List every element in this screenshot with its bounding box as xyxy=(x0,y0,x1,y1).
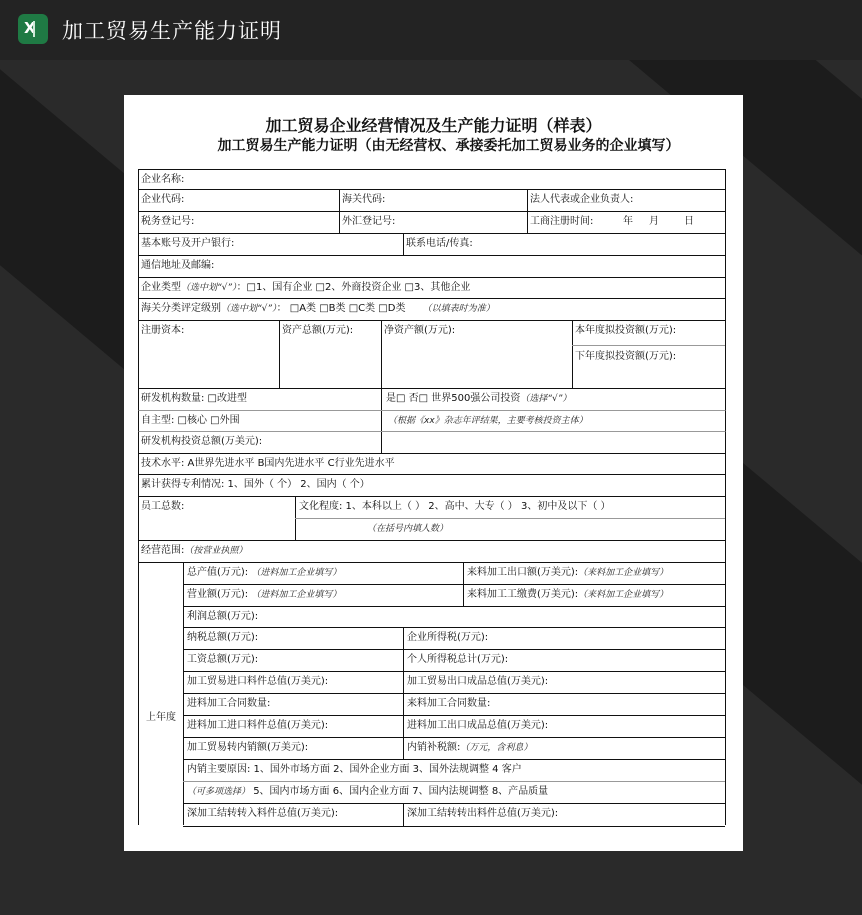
form-row xyxy=(138,411,726,432)
divider xyxy=(295,518,725,519)
day-label: 日 xyxy=(684,216,694,227)
scope-line xyxy=(139,541,247,562)
form-grid xyxy=(138,169,726,825)
patents-label: 累计获得专利情况: 1、国外（ 个） 2、国内（ 个） xyxy=(141,479,370,490)
form-row xyxy=(138,256,726,278)
total-output-line xyxy=(185,563,341,584)
form-row xyxy=(183,716,725,738)
divider xyxy=(381,411,382,431)
total-output-note: （进料加工企业填写） xyxy=(251,568,342,578)
self-owned-label: 自主型: □核心 □外围 xyxy=(141,415,240,426)
form-row xyxy=(138,321,726,389)
domestic-reason-note: （可多项选择） xyxy=(187,787,251,797)
domestic-reason-2-line xyxy=(185,782,548,803)
tech-level-label: 技术水平: A世界先进水平 B国内先进水平 C行业先进水平 xyxy=(141,458,395,469)
last-year-label: 上年度 xyxy=(146,712,176,723)
legal-rep-label: 法人代表或企业负责人: xyxy=(530,194,634,205)
form-row xyxy=(138,212,726,234)
title-bar xyxy=(0,0,862,60)
profit-label: 利润总额(万元): xyxy=(187,611,259,622)
material-contract-count-label: 来料加工合同数量: xyxy=(407,698,491,709)
domestic-tax-note: （万元，含利息） xyxy=(460,743,533,753)
form-row xyxy=(183,782,725,804)
customs-class-line xyxy=(139,299,495,320)
revenue-note: （进料加工企业填写） xyxy=(251,590,342,600)
form-row xyxy=(138,475,726,497)
biz-reg-time-label: 工商注册时间: xyxy=(530,216,594,227)
export-product-label: 加工贸易出口成品总值(万美元): xyxy=(407,676,549,687)
education-note: （在括号内填人数） xyxy=(367,524,449,534)
personal-income-tax-label: 个人所得税总计(万元): xyxy=(407,654,509,665)
wage-total-label: 工资总额(万元): xyxy=(187,654,259,665)
divider xyxy=(403,694,404,715)
divider xyxy=(572,345,725,346)
import-material-label: 加工贸易进口料件总值(万美元): xyxy=(187,676,329,687)
customs-class-options: ： □A类 □B类 □C类 □D类 xyxy=(276,303,406,314)
form-row xyxy=(138,389,726,411)
domestic-reason-2-label: 5、国内市场方面 6、国内企业方面 7、国内法规调整 8、产品质量 xyxy=(250,786,549,797)
domestic-tax-label: 内销补税额: xyxy=(407,742,461,753)
employees-label: 员工总数: xyxy=(141,501,185,512)
divider xyxy=(403,672,404,693)
total-assets-label: 资产总额(万元): xyxy=(282,325,354,336)
form-row xyxy=(138,190,726,212)
divider xyxy=(381,432,382,453)
top500-note: （根据《xx》杂志年评结果，主要考核投资主体） xyxy=(388,416,588,426)
divider xyxy=(381,389,382,410)
tax-reg-label: 税务登记号: xyxy=(141,216,195,227)
top500-line xyxy=(384,389,571,410)
last-year-block xyxy=(138,563,726,825)
domestic-tax-line xyxy=(405,738,532,759)
form-row xyxy=(138,278,726,299)
forex-reg-label: 外汇登记号: xyxy=(342,216,396,227)
divider xyxy=(403,650,404,671)
top500-hint: （选择“√”） xyxy=(520,394,572,404)
scope-label: 经营范围: xyxy=(141,545,185,556)
form-row xyxy=(183,585,725,607)
invest-next-year-label: 下年度拟投资额(万元): xyxy=(575,351,677,362)
processing-fee-note: （来料加工企业填写） xyxy=(578,590,669,600)
month-label: 月 xyxy=(649,216,659,227)
year-label: 年 xyxy=(623,216,633,227)
excel-icon: X xyxy=(18,14,48,44)
form-title: 加工贸易企业经营情况及生产能力证明（样表） xyxy=(265,116,602,135)
scope-note: （按营业执照） xyxy=(184,546,248,556)
company-type-line xyxy=(139,278,470,298)
form-row xyxy=(183,738,725,760)
form-row xyxy=(183,694,725,716)
deep-in-label: 深加工结转转入料件总值(万美元): xyxy=(187,808,339,819)
invest-this-year-label: 本年度拟投资额(万元): xyxy=(575,325,677,336)
company-type-label: 企业类型 xyxy=(141,282,181,293)
company-code-label: 企业代码: xyxy=(141,194,185,205)
form-row xyxy=(138,234,726,256)
domestic-sales-label: 加工贸易转内销额(万美元): xyxy=(187,742,309,753)
form-row xyxy=(138,169,726,190)
form-subtitle: 加工贸易生产能力证明（由无经营权、承接委托加工贸易业务的企业填写） xyxy=(217,138,680,154)
customs-code-label: 海关代码: xyxy=(342,194,386,205)
divider xyxy=(403,628,404,649)
phone-fax-label: 联系电话/传真: xyxy=(406,238,473,249)
export-product-value-label: 进料加工出口成品总值(万美元): xyxy=(407,720,549,731)
form-row xyxy=(183,650,725,672)
processing-export-line xyxy=(465,563,668,584)
domestic-reason-label: 内销主要原因: 1、国外市场方面 2、国外企业方面 3、国外法规调整 4 客户 xyxy=(187,764,522,775)
top500-label: 是□ 否□ 世界500强公司投资 xyxy=(386,393,521,404)
divider xyxy=(403,738,404,759)
address-label: 通信地址及邮编: xyxy=(141,260,215,271)
total-output-label: 总产值(万元): xyxy=(187,567,249,578)
company-name-label: 企业名称: xyxy=(141,174,185,185)
customs-class-label: 海关分类评定级别 xyxy=(141,303,221,314)
tax-total-label: 纳税总额(万元): xyxy=(187,632,259,643)
revenue-label: 营业额(万元): xyxy=(187,589,249,600)
divider xyxy=(403,804,404,826)
customs-class-note: （以填表时为准） xyxy=(422,304,495,314)
divider xyxy=(463,585,464,606)
form-row xyxy=(183,804,725,827)
app-title: 加工贸易生产能力证明 xyxy=(62,19,282,43)
revenue-line xyxy=(185,585,341,606)
divider xyxy=(463,563,464,584)
form-row xyxy=(183,607,725,628)
form-row xyxy=(183,628,725,650)
form-row xyxy=(138,541,726,563)
rd-count-label: 研发机构数量: □改进型 xyxy=(141,393,247,404)
customs-class-hint: （选中划“√”） xyxy=(221,304,277,314)
form-row xyxy=(183,563,725,585)
form-row xyxy=(183,672,725,694)
education-label: 文化程度: 1、本科以上（ ） 2、高中、大专（ ） 3、初中及以下（ ） xyxy=(299,501,611,512)
form-sheet xyxy=(124,95,743,851)
net-assets-label: 净资产额(万元): xyxy=(384,325,456,336)
bank-label: 基本账号及开户银行: xyxy=(141,238,235,249)
contract-count-label: 进料加工合同数量: xyxy=(187,698,271,709)
form-row xyxy=(138,497,726,541)
reg-capital-label: 注册资本: xyxy=(141,325,185,336)
form-row xyxy=(138,299,726,321)
corp-income-tax-label: 企业所得税(万元): xyxy=(407,632,489,643)
processing-export-label: 来料加工出口额(万美元): xyxy=(467,567,579,578)
company-type-options: ：□1、国有企业 □2、外商投资企业 □3、其他企业 xyxy=(236,282,471,293)
form-row xyxy=(183,760,725,782)
processing-fee-label: 来料加工工缴费(万美元): xyxy=(467,589,579,600)
deep-out-label: 深加工结转转出料件总值(万美元): xyxy=(407,808,559,819)
divider xyxy=(403,716,404,737)
import-material-value-label: 进料加工进口料件总值(万美元): xyxy=(187,720,329,731)
form-row xyxy=(138,454,726,475)
last-year-rows xyxy=(183,563,725,825)
rd-invest-label: 研发机构投资总额(万美元): xyxy=(141,436,263,447)
processing-export-note: （来料加工企业填写） xyxy=(578,568,669,578)
company-type-hint: （选中划“√”） xyxy=(181,283,237,293)
processing-fee-line xyxy=(465,585,668,606)
form-row xyxy=(138,432,726,454)
